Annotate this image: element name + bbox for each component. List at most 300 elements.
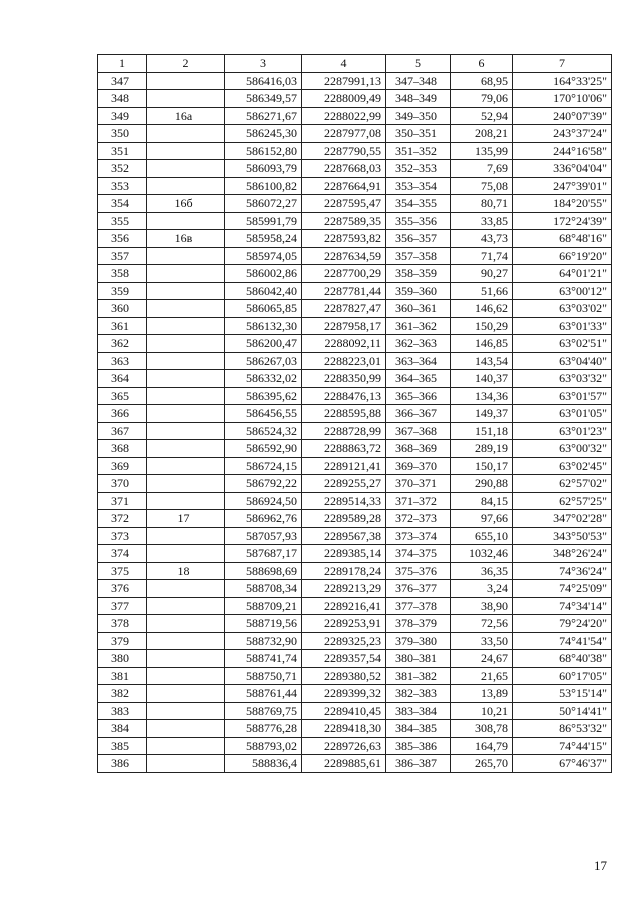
length-cell: 13,89: [451, 685, 513, 703]
point-label-cell: 16б: [147, 195, 225, 213]
segment-cell: 364–365: [386, 370, 451, 388]
y-coordinate-cell: 2288009,49: [302, 90, 386, 108]
length-cell: 289,19: [451, 440, 513, 458]
direction-angle-cell: 50°14'41": [513, 702, 612, 720]
x-coordinate-cell: 588750,71: [225, 667, 302, 685]
direction-angle-cell: 63°02'45": [513, 457, 612, 475]
point-number-cell: 385: [98, 737, 147, 755]
point-label-cell: [147, 125, 225, 143]
table-row: [98, 440, 612, 458]
y-coordinate-cell: 2287977,08: [302, 125, 386, 143]
table-row: [98, 300, 612, 318]
point-label-cell: [147, 387, 225, 405]
length-cell: 290,88: [451, 475, 513, 493]
length-cell: 24,67: [451, 650, 513, 668]
direction-angle-cell: 63°03'32": [513, 370, 612, 388]
x-coordinate-cell: 587687,17: [225, 545, 302, 563]
length-cell: 10,21: [451, 702, 513, 720]
direction-angle-cell: 240°07'39": [513, 107, 612, 125]
table-row: [98, 317, 612, 335]
point-label-cell: [147, 72, 225, 90]
length-cell: 151,18: [451, 422, 513, 440]
point-label-cell: [147, 90, 225, 108]
direction-angle-cell: 172°24'39": [513, 212, 612, 230]
y-coordinate-cell: 2288728,99: [302, 422, 386, 440]
table-row: [98, 72, 612, 90]
y-coordinate-cell: 2289121,41: [302, 457, 386, 475]
length-cell: 208,21: [451, 125, 513, 143]
length-cell: 146,85: [451, 335, 513, 353]
segment-cell: 361–362: [386, 317, 451, 335]
table-row: [98, 125, 612, 143]
segment-cell: 348–349: [386, 90, 451, 108]
table-row: [98, 230, 612, 248]
direction-angle-cell: 74°25'09": [513, 580, 612, 598]
point-label-cell: [147, 405, 225, 423]
point-label-cell: [147, 212, 225, 230]
x-coordinate-cell: 586924,50: [225, 492, 302, 510]
segment-cell: 355–356: [386, 212, 451, 230]
x-coordinate-cell: 586592,90: [225, 440, 302, 458]
point-number-cell: 372: [98, 510, 147, 528]
x-coordinate-cell: 586093,79: [225, 160, 302, 178]
x-coordinate-cell: 586042,40: [225, 282, 302, 300]
point-number-cell: 363: [98, 352, 147, 370]
x-coordinate-cell: 586152,80: [225, 142, 302, 160]
table-row: [98, 212, 612, 230]
y-coordinate-cell: 2289726,63: [302, 737, 386, 755]
direction-angle-cell: 63°04'40": [513, 352, 612, 370]
point-label-cell: [147, 475, 225, 493]
segment-cell: 358–359: [386, 265, 451, 283]
table-row: [98, 177, 612, 195]
table-row: [98, 615, 612, 633]
direction-angle-cell: 63°00'12": [513, 282, 612, 300]
segment-cell: 365–366: [386, 387, 451, 405]
segment-cell: 383–384: [386, 702, 451, 720]
table-row: [98, 650, 612, 668]
table-row: [98, 160, 612, 178]
x-coordinate-cell: 588836,4: [225, 755, 302, 773]
point-number-cell: 366: [98, 405, 147, 423]
point-label-cell: [147, 247, 225, 265]
length-cell: 21,65: [451, 667, 513, 685]
point-label-cell: 16в: [147, 230, 225, 248]
y-coordinate-cell: 2287634,59: [302, 247, 386, 265]
point-label-cell: [147, 667, 225, 685]
table-row: [98, 527, 612, 545]
x-coordinate-cell: 586792,22: [225, 475, 302, 493]
point-number-cell: 354: [98, 195, 147, 213]
y-coordinate-cell: 2289178,24: [302, 562, 386, 580]
direction-angle-cell: 64°01'21": [513, 265, 612, 283]
segment-cell: 359–360: [386, 282, 451, 300]
y-coordinate-cell: 2287958,17: [302, 317, 386, 335]
table-row: [98, 387, 612, 405]
point-number-cell: 349: [98, 107, 147, 125]
x-coordinate-cell: 586456,55: [225, 405, 302, 423]
table-row: [98, 422, 612, 440]
y-coordinate-cell: 2289410,45: [302, 702, 386, 720]
point-label-cell: [147, 545, 225, 563]
point-number-cell: 355: [98, 212, 147, 230]
direction-angle-cell: 247°39'01": [513, 177, 612, 195]
length-cell: 90,27: [451, 265, 513, 283]
x-coordinate-cell: 586002,86: [225, 265, 302, 283]
length-cell: 79,06: [451, 90, 513, 108]
y-coordinate-cell: 2289418,30: [302, 720, 386, 738]
x-coordinate-cell: 588732,90: [225, 632, 302, 650]
direction-angle-cell: 347°02'28": [513, 510, 612, 528]
table-row: [98, 720, 612, 738]
table-row: [98, 545, 612, 563]
point-label-cell: [147, 492, 225, 510]
x-coordinate-cell: 586065,85: [225, 300, 302, 318]
direction-angle-cell: 63°01'57": [513, 387, 612, 405]
direction-angle-cell: 244°16'58": [513, 142, 612, 160]
segment-cell: 354–355: [386, 195, 451, 213]
table-row: [98, 370, 612, 388]
point-number-cell: 368: [98, 440, 147, 458]
length-cell: 265,70: [451, 755, 513, 773]
segment-cell: 351–352: [386, 142, 451, 160]
point-number-cell: 384: [98, 720, 147, 738]
segment-cell: 376–377: [386, 580, 451, 598]
point-label-cell: [147, 580, 225, 598]
table-row: [98, 475, 612, 493]
direction-angle-cell: 63°03'02": [513, 300, 612, 318]
length-cell: 164,79: [451, 737, 513, 755]
y-coordinate-cell: 2289385,14: [302, 545, 386, 563]
x-coordinate-cell: 585991,79: [225, 212, 302, 230]
segment-cell: 378–379: [386, 615, 451, 633]
point-number-cell: 362: [98, 335, 147, 353]
y-coordinate-cell: 2287668,03: [302, 160, 386, 178]
direction-angle-cell: 336°04'04": [513, 160, 612, 178]
y-coordinate-cell: 2289399,32: [302, 685, 386, 703]
direction-angle-cell: 53°15'14": [513, 685, 612, 703]
point-number-cell: 364: [98, 370, 147, 388]
length-cell: 655,10: [451, 527, 513, 545]
x-coordinate-cell: 586349,57: [225, 90, 302, 108]
point-number-cell: 358: [98, 265, 147, 283]
y-coordinate-cell: 2287790,55: [302, 142, 386, 160]
segment-cell: 350–351: [386, 125, 451, 143]
length-cell: 149,37: [451, 405, 513, 423]
y-coordinate-cell: 2287781,44: [302, 282, 386, 300]
point-label-cell: 17: [147, 510, 225, 528]
table-row: [98, 755, 612, 773]
table-row: [98, 685, 612, 703]
length-cell: 68,95: [451, 72, 513, 90]
table-row: [98, 457, 612, 475]
table-row: [98, 282, 612, 300]
x-coordinate-cell: 588719,56: [225, 615, 302, 633]
y-coordinate-cell: 2288863,72: [302, 440, 386, 458]
table-row: [98, 405, 612, 423]
length-cell: 150,29: [451, 317, 513, 335]
segment-cell: 380–381: [386, 650, 451, 668]
point-number-cell: 359: [98, 282, 147, 300]
length-cell: 33,50: [451, 632, 513, 650]
y-coordinate-cell: 2289380,52: [302, 667, 386, 685]
segment-cell: 372–373: [386, 510, 451, 528]
segment-cell: 367–368: [386, 422, 451, 440]
y-coordinate-cell: 2288595,88: [302, 405, 386, 423]
point-label-cell: 18: [147, 562, 225, 580]
column-header: 3: [225, 55, 302, 73]
segment-cell: 363–364: [386, 352, 451, 370]
table-row: [98, 597, 612, 615]
y-coordinate-cell: 2289589,28: [302, 510, 386, 528]
length-cell: 1032,46: [451, 545, 513, 563]
segment-cell: 381–382: [386, 667, 451, 685]
point-number-cell: 373: [98, 527, 147, 545]
y-coordinate-cell: 2289213,29: [302, 580, 386, 598]
point-number-cell: 376: [98, 580, 147, 598]
x-coordinate-cell: 586962,76: [225, 510, 302, 528]
point-label-cell: [147, 702, 225, 720]
column-header: 6: [451, 55, 513, 73]
y-coordinate-cell: 2287991,13: [302, 72, 386, 90]
table-row: [98, 335, 612, 353]
direction-angle-cell: 74°36'24": [513, 562, 612, 580]
length-cell: 143,54: [451, 352, 513, 370]
table-row: [98, 702, 612, 720]
segment-cell: 384–385: [386, 720, 451, 738]
direction-angle-cell: 67°46'37": [513, 755, 612, 773]
y-coordinate-cell: 2289255,27: [302, 475, 386, 493]
point-number-cell: 374: [98, 545, 147, 563]
y-coordinate-cell: 2289253,91: [302, 615, 386, 633]
y-coordinate-cell: 2287589,35: [302, 212, 386, 230]
point-number-cell: 383: [98, 702, 147, 720]
direction-angle-cell: 63°00'32": [513, 440, 612, 458]
direction-angle-cell: 63°01'33": [513, 317, 612, 335]
direction-angle-cell: 170°10'06": [513, 90, 612, 108]
direction-angle-cell: 86°53'32": [513, 720, 612, 738]
segment-cell: 382–383: [386, 685, 451, 703]
segment-cell: 379–380: [386, 632, 451, 650]
length-cell: 146,62: [451, 300, 513, 318]
point-label-cell: [147, 527, 225, 545]
point-number-cell: 356: [98, 230, 147, 248]
segment-cell: 375–376: [386, 562, 451, 580]
direction-angle-cell: 66°19'20": [513, 247, 612, 265]
x-coordinate-cell: 585958,24: [225, 230, 302, 248]
point-number-cell: 377: [98, 597, 147, 615]
point-number-cell: 379: [98, 632, 147, 650]
point-number-cell: 371: [98, 492, 147, 510]
x-coordinate-cell: 586724,15: [225, 457, 302, 475]
x-coordinate-cell: 586245,30: [225, 125, 302, 143]
table-row: [98, 562, 612, 580]
point-label-cell: [147, 317, 225, 335]
x-coordinate-cell: 588769,75: [225, 702, 302, 720]
y-coordinate-cell: 2288476,13: [302, 387, 386, 405]
point-number-cell: 378: [98, 615, 147, 633]
length-cell: 7,69: [451, 160, 513, 178]
point-number-cell: 351: [98, 142, 147, 160]
segment-cell: 362–363: [386, 335, 451, 353]
y-coordinate-cell: 2289216,41: [302, 597, 386, 615]
length-cell: 308,78: [451, 720, 513, 738]
point-number-cell: 357: [98, 247, 147, 265]
length-cell: 43,73: [451, 230, 513, 248]
direction-angle-cell: 348°26'24": [513, 545, 612, 563]
table-body: [98, 72, 612, 772]
x-coordinate-cell: 588776,28: [225, 720, 302, 738]
length-cell: 150,17: [451, 457, 513, 475]
point-label-cell: [147, 440, 225, 458]
x-coordinate-cell: 585974,05: [225, 247, 302, 265]
length-cell: 80,71: [451, 195, 513, 213]
table-row: [98, 580, 612, 598]
y-coordinate-cell: 2289514,33: [302, 492, 386, 510]
y-coordinate-cell: 2288092,11: [302, 335, 386, 353]
segment-cell: 373–374: [386, 527, 451, 545]
x-coordinate-cell: 588709,21: [225, 597, 302, 615]
x-coordinate-cell: 586332,02: [225, 370, 302, 388]
table-row: [98, 142, 612, 160]
point-number-cell: 382: [98, 685, 147, 703]
x-coordinate-cell: 588741,74: [225, 650, 302, 668]
length-cell: 51,66: [451, 282, 513, 300]
y-coordinate-cell: 2288223,01: [302, 352, 386, 370]
segment-cell: 370–371: [386, 475, 451, 493]
point-number-cell: 369: [98, 457, 147, 475]
point-label-cell: [147, 370, 225, 388]
point-label-cell: [147, 300, 225, 318]
segment-cell: 349–350: [386, 107, 451, 125]
length-cell: 38,90: [451, 597, 513, 615]
point-label-cell: [147, 335, 225, 353]
y-coordinate-cell: 2288022,99: [302, 107, 386, 125]
table-row: [98, 737, 612, 755]
point-number-cell: 367: [98, 422, 147, 440]
direction-angle-cell: 63°01'05": [513, 405, 612, 423]
point-label-cell: [147, 177, 225, 195]
point-number-cell: 353: [98, 177, 147, 195]
direction-angle-cell: 62°57'25": [513, 492, 612, 510]
page-number: 17: [594, 858, 607, 873]
point-number-cell: 375: [98, 562, 147, 580]
point-number-cell: 381: [98, 667, 147, 685]
x-coordinate-cell: 588793,02: [225, 737, 302, 755]
table-row: [98, 90, 612, 108]
point-label-cell: [147, 755, 225, 773]
column-header: 7: [513, 55, 612, 73]
point-label-cell: [147, 142, 225, 160]
segment-cell: 347–348: [386, 72, 451, 90]
point-label-cell: [147, 615, 225, 633]
column-header: 2: [147, 55, 225, 73]
x-coordinate-cell: 586524,32: [225, 422, 302, 440]
point-label-cell: [147, 685, 225, 703]
y-coordinate-cell: 2289325,23: [302, 632, 386, 650]
segment-cell: 353–354: [386, 177, 451, 195]
direction-angle-cell: 74°34'14": [513, 597, 612, 615]
y-coordinate-cell: 2287664,91: [302, 177, 386, 195]
y-coordinate-cell: 2289567,38: [302, 527, 386, 545]
direction-angle-cell: 63°02'51": [513, 335, 612, 353]
length-cell: 140,37: [451, 370, 513, 388]
point-number-cell: 352: [98, 160, 147, 178]
direction-angle-cell: 243°37'24": [513, 125, 612, 143]
point-number-cell: 370: [98, 475, 147, 493]
x-coordinate-cell: 586100,82: [225, 177, 302, 195]
table-row: [98, 492, 612, 510]
point-number-cell: 365: [98, 387, 147, 405]
direction-angle-cell: 62°57'02": [513, 475, 612, 493]
point-label-cell: 16а: [147, 107, 225, 125]
length-cell: 71,74: [451, 247, 513, 265]
table-row: [98, 265, 612, 283]
point-number-cell: 360: [98, 300, 147, 318]
x-coordinate-cell: 586416,03: [225, 72, 302, 90]
length-cell: 75,08: [451, 177, 513, 195]
y-coordinate-cell: 2287593,82: [302, 230, 386, 248]
table-row: [98, 107, 612, 125]
segment-cell: 386–387: [386, 755, 451, 773]
direction-angle-cell: 60°17'05": [513, 667, 612, 685]
point-label-cell: [147, 720, 225, 738]
direction-angle-cell: 74°41'54": [513, 632, 612, 650]
direction-angle-cell: 68°40'38": [513, 650, 612, 668]
point-number-cell: 347: [98, 72, 147, 90]
x-coordinate-cell: 587057,93: [225, 527, 302, 545]
point-label-cell: [147, 160, 225, 178]
point-number-cell: 361: [98, 317, 147, 335]
point-number-cell: 348: [98, 90, 147, 108]
segment-cell: 371–372: [386, 492, 451, 510]
point-number-cell: 350: [98, 125, 147, 143]
direction-angle-cell: 79°24'20": [513, 615, 612, 633]
y-coordinate-cell: 2287827,47: [302, 300, 386, 318]
segment-cell: 374–375: [386, 545, 451, 563]
y-coordinate-cell: 2287595,47: [302, 195, 386, 213]
y-coordinate-cell: 2289357,54: [302, 650, 386, 668]
segment-cell: 366–367: [386, 405, 451, 423]
column-header: 5: [386, 55, 451, 73]
point-number-cell: 380: [98, 650, 147, 668]
table-row: [98, 510, 612, 528]
x-coordinate-cell: 586271,67: [225, 107, 302, 125]
y-coordinate-cell: 2287700,29: [302, 265, 386, 283]
segment-cell: 357–358: [386, 247, 451, 265]
point-label-cell: [147, 650, 225, 668]
x-coordinate-cell: 586200,47: [225, 335, 302, 353]
segment-cell: 352–353: [386, 160, 451, 178]
length-cell: 3,24: [451, 580, 513, 598]
direction-angle-cell: 74°44'15": [513, 737, 612, 755]
point-number-cell: 386: [98, 755, 147, 773]
x-coordinate-cell: 588761,44: [225, 685, 302, 703]
x-coordinate-cell: 588708,34: [225, 580, 302, 598]
table-header: [98, 55, 612, 73]
segment-cell: 377–378: [386, 597, 451, 615]
direction-angle-cell: 68°48'16": [513, 230, 612, 248]
table-row: [98, 195, 612, 213]
length-cell: 135,99: [451, 142, 513, 160]
x-coordinate-cell: 586395,62: [225, 387, 302, 405]
column-header: 4: [302, 55, 386, 73]
table-row: [98, 247, 612, 265]
length-cell: 134,36: [451, 387, 513, 405]
table-row: [98, 667, 612, 685]
direction-angle-cell: 63°01'23": [513, 422, 612, 440]
x-coordinate-cell: 586072,27: [225, 195, 302, 213]
